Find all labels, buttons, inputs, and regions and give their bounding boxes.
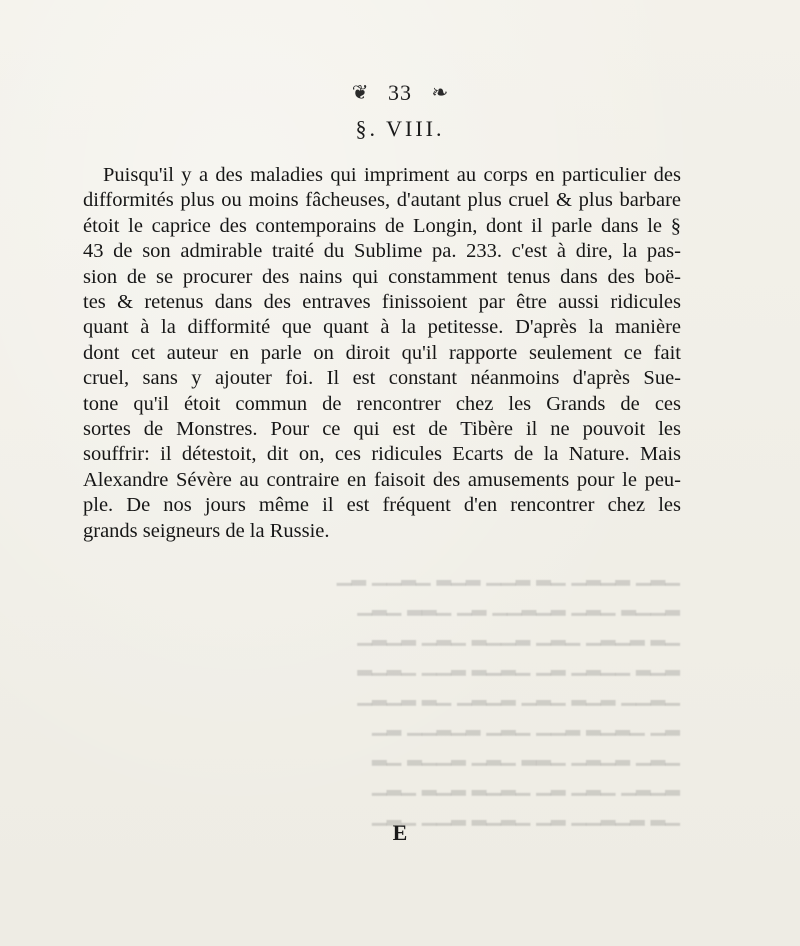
page-number: 33 <box>388 79 412 105</box>
text-line: 43 de son admirable traité du Sublime pa. 233. c'est à dire, la pas- <box>83 240 681 263</box>
text-line: quant à la difformité que quant à la petitesse. D'après la manière <box>83 316 681 339</box>
section-heading: §. VIII. <box>355 116 445 141</box>
text-line: étoit le caprice des contemporains de Longin, dont il parle dans le § <box>83 214 681 237</box>
text-line: grands seigneurs de la Russie. <box>83 519 330 542</box>
text-line: Puisqu'il y a des maladies qui impriment au corps en particulier des <box>103 164 681 186</box>
paragraph <box>83 163 681 544</box>
fleuron-right-icon: ❧ <box>431 82 449 105</box>
text-line: sortes de Monstres. Pour ce qui est de Tibère il ne pouvoit les <box>83 418 681 441</box>
text-line: tes & retenus dans des entraves finissoient par être aussi ridicules <box>83 291 681 314</box>
text-line: difformités plus ou moins fâcheuses, d'autant plus cruel & plus barbare <box>83 189 681 212</box>
text-line: dont cet auteur en parle on diroit qu'il rapporte seulement ce fait <box>83 341 681 364</box>
text-line: souffrir: il détestoit, dit on, ces ridicules Ecarts de la Nature. Mais <box>83 443 681 466</box>
text-line: tone qu'il étoit commun de rencontrer chez les Grands de ces <box>83 392 681 415</box>
fleuron-left-icon: ❦ <box>351 82 369 105</box>
text-line: ple. De nos jours même il est fréquent d'en rencontrer chez les <box>83 494 681 517</box>
bleed-through-texture: ▁▂▁ ▂▁▂▁ ▁▂ ▂▁▁ ▂▁▂ ▁▂▁▁ ▂▁ ▂▁▁▂ ▁▂▁ ▂▁▂▁▁ ▂▁ ▁▂▂ ▁▂▁ ▁▂ ▂▁▂▁ ▁▂▁ ▂▁▁▂ ▁▂▁ ▂▁▂▁ ▂▁▂ ▁▁▂▁ ▂▁ ▁▂▁▂ ▂▁▁ ▁▂▁▂ ▁▂▁▁ ▂▁▂ ▁▂▁ ▂▁▂▁ ▁▂ ▂▁▂▁ ▂▁ ▁▂▁▂ ▂▁▁ ▁▂▁ ▂▁▂▁▁ ▂▁ ▁▂▁ ▂▁▂▁ ▁▂▂ ▁▂▁ ▂▁▁▂ ▁▂ ▂▁▂▁ ▁▂▁ ▂▁ ▁▂▁▂ ▂▁▂ ▁▂▁ ▁▂ ▂▁▂▁▁ ▂▁ ▁▂▁▂ ▂▁▁ ▁▂▁ <box>336 564 680 826</box>
page-header <box>0 78 800 106</box>
text-line: Alexandre Sévère au contraire en faisoit des amusements pour le peu- <box>83 468 681 491</box>
signature-mark: E <box>392 820 408 845</box>
text-line: cruel, sans y ajouter foi. Il est constant néanmoins d'après Sue- <box>83 367 681 390</box>
text-line: sion de se procurer des nains qui constamment tenus dans des boë- <box>83 265 681 288</box>
